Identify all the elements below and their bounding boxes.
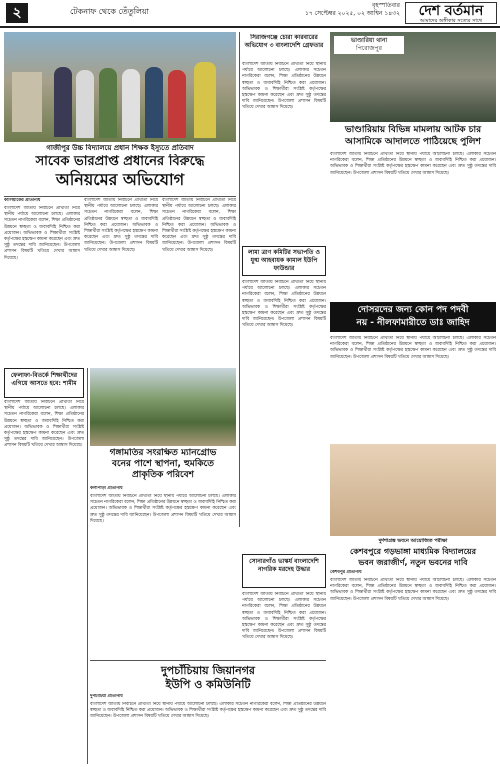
page-header [0, 0, 500, 28]
headline-teachers: ফেলাফা-বিতর্কে শিক্ষার্থীদের এগিয়ে আসতে হবে: শামীম [4, 368, 84, 398]
headline-principal [4, 154, 236, 190]
headline-union-rally [90, 664, 326, 692]
divider [87, 368, 88, 764]
headline-jahid [330, 302, 496, 332]
byline-mangrove: কলাপাড়া প্রতিনিধি [90, 486, 123, 491]
byline-school: কেশবপুর প্রতিনিধি [330, 570, 362, 575]
body-teachers: বাংলাদেশ জাতীয় নির্বাচনে প্রার্থীতা নিয়ে স্থানীয় পর্যায়ে আলোচনা চলছে। এলাকার সচেতন নাগরিকেরা বলেন, শিক্ষা প্রতিষ্ঠানের উন্নয়নে স্বচ্ছতা ও জবাবদিহি নিশ্চিত করা প্রয়োজন। অভিভাবক ও শিক্ষার্থীরা সংশ্লিষ্ট কর্তৃপক্ষের হস্তক্ষেপ কামনা করেছেন এবং দ্রুত সুষ্ঠু তদন্তের দাবি জানিয়েছেন। উপজেলা প্রশাসন বিষয়টি খতিয়ে দেখার আশ্বাস দিয়েছে। [4, 400, 84, 449]
date-line: বৃহস্পতিবার ১৭ সেপ্টেম্বর ২০২৫, ০২ আশ্বিন ১৪৩২ [304, 2, 400, 17]
police-badge [334, 36, 404, 54]
headline-mangrove-line2: বনের পাশে স্থাপনা, হুমকিতে [111, 459, 215, 469]
brand-tagline: আমাদের অঙ্গীকার সত্যের সাথে [419, 18, 483, 24]
headline-sirajganj: সিরাজগঞ্জে চোরা কারবারের অভিযোগ ৩ বাংলাদেশি গ্রেফতার [244, 34, 324, 49]
body-police: বাংলাদেশ জাতীয় নির্বাচনে প্রার্থীতা নিয়ে স্থানীয় পর্যায়ে আলোচনা চলছে। এলাকার সচেতন নাগরিকেরা বলেন, শিক্ষা প্রতিষ্ঠানের উন্নয়নে স্বচ্ছতা ও জবাবদিহি নিশ্চিত করা প্রয়োজন। অভিভাবক ও শিক্ষার্থীরা সংশ্লিষ্ট কর্তৃপক্ষের হস্তক্ষেপ কামনা করেছেন এবং দ্রুত সুষ্ঠু তদন্তের দাবি জানিয়েছেন। উপজেলা প্রশাসন বিষয়টি খতিয়ে দেখার আশ্বাস দিয়েছে। [330, 152, 496, 176]
body-principal-col3: বাংলাদেশ জাতীয় নির্বাচনে প্রার্থীতা নিয়ে স্থানীয় পর্যায়ে আলোচনা চলছে। এলাকার সচেতন নাগরিকেরা বলেন, শিক্ষা প্রতিষ্ঠানের উন্নয়নে স্বচ্ছতা ও জবাবদিহি নিশ্চিত করা প্রয়োজন। অভিভাবক ও শিক্ষার্থীরা সংশ্লিষ্ট কর্তৃপক্ষের হস্তক্ষেপ কামনা করেছেন এবং দ্রুত সুষ্ঠু তদন্তের দাবি জানিয়েছেন। উপজেলা প্রশাসন বিষয়টি খতিয়ে দেখার আশ্বাস দিয়েছে। [162, 198, 236, 253]
body-union: বাংলাদেশ জাতীয় নির্বাচনে প্রার্থীতা নিয়ে স্থানীয় পর্যায়ে আলোচনা চলছে। এলাকার সচেতন নাগরিকেরা বলেন, শিক্ষা প্রতিষ্ঠানের উন্নয়নে স্বচ্ছতা ও জবাবদিহি নিশ্চিত করা প্রয়োজন। অভিভাবক ও শিক্ষার্থীরা সংশ্লিষ্ট কর্তৃপক্ষের হস্তক্ষেপ কামনা করেছেন এবং দ্রুত সুষ্ঠু তদন্তের দাবি জানিয়েছেন। উপজেলা প্রশাসন বিষয়টি খতিয়ে দেখার আশ্বাস দিয়েছে। [242, 280, 326, 329]
photo-caption-school: দুর্দশাগ্রস্ত ভবনে আয়োজিত পরীক্ষা [378, 538, 448, 544]
headline-union-rally-line1: দুপচাঁচিয়ায় জিয়ানগর [161, 664, 255, 677]
story-photo-police [330, 32, 496, 122]
headline-jahid-line1: দোসরদের জন্য কোন পদ পদবী [357, 305, 469, 315]
police-badge-sub: পিরোজপুর [356, 45, 382, 52]
headline-jahid-line2: নয় - নীলফামারীতে ডাঃ জাহিদ [356, 318, 470, 328]
police-badge-title: ভাণ্ডারিয়া থানা [350, 37, 388, 44]
byline-principal: কালিয়াকৈর প্রতিনিধি [4, 198, 41, 203]
tagline: টেকনাফ থেকে তেঁতুলিয়া [70, 7, 150, 16]
story-photo-jahid [330, 444, 496, 536]
story-photo-mangrove [90, 368, 236, 446]
headline-school-line1: কেশবপুরে গড়ভাঙ্গা মাধ্যমিক বিদ্যালয়ের [349, 547, 477, 556]
body-principal-col2: বাংলাদেশ জাতীয় নির্বাচনে প্রার্থীতা নিয়ে স্থানীয় পর্যায়ে আলোচনা চলছে। এলাকার সচেতন নাগরিকেরা বলেন, শিক্ষা প্রতিষ্ঠানের উন্নয়নে স্বচ্ছতা ও জবাবদিহি নিশ্চিত করা প্রয়োজন। অভিভাবক ও শিক্ষার্থীরা সংশ্লিষ্ট কর্তৃপক্ষের হস্তক্ষেপ কামনা করেছেন এবং দ্রুত সুষ্ঠু তদন্তের দাবি জানিয়েছেন। উপজেলা প্রশাসন বিষয়টি খতিয়ে দেখার আশ্বাস দিয়েছে। [84, 198, 158, 253]
headline-principal-line1: সাবেক ভারপ্রাপ্ত প্রধানের বিরুদ্ধে [35, 154, 205, 169]
headline-school-line2: ভবন জরাজীর্ণ, নতুন ভবনের দাবি [358, 558, 468, 567]
photo-caption-principal: গাজীপুর উচ্চ বিদ্যালয়ে প্রধান শিক্ষক ইস্যুতে প্রতিবাদ [46, 144, 194, 152]
story-photo-principal [4, 32, 236, 142]
headline-school [330, 546, 496, 568]
body-mangrove: বাংলাদেশ জাতীয় নির্বাচনে প্রার্থীতা নিয়ে স্থানীয় পর্যায়ে আলোচনা চলছে। এলাকার সচেতন নাগরিকেরা বলেন, শিক্ষা প্রতিষ্ঠানের উন্নয়নে স্বচ্ছতা ও জবাবদিহি নিশ্চিত করা প্রয়োজন। অভিভাবক ও শিক্ষার্থীরা সংশ্লিষ্ট কর্তৃপক্ষের হস্তক্ষেপ কামনা করেছেন এবং দ্রুত সুষ্ঠু তদন্তের দাবি জানিয়েছেন। উপজেলা প্রশাসন বিষয়টি খতিয়ে দেখার আশ্বাস দিয়েছে। [90, 494, 236, 524]
headline-mangrove [90, 448, 236, 481]
divider [4, 196, 236, 197]
body-union-rally: বাংলাদেশ জাতীয় নির্বাচনে প্রার্থীতা নিয়ে স্থানীয় পর্যায়ে আলোচনা চলছে। এলাকার সচেতন নাগরিকেরা বলেন, শিক্ষা প্রতিষ্ঠানের উন্নয়নে স্বচ্ছতা ও জবাবদিহি নিশ্চিত করা প্রয়োজন। অভিভাবক ও শিক্ষার্থীরা সংশ্লিষ্ট কর্তৃপক্ষের হস্তক্ষেপ কামনা করেছেন এবং দ্রুত সুষ্ঠু তদন্তের দাবি জানিয়েছেন। উপজেলা প্রশাসন বিষয়টি খতিয়ে দেখার আশ্বাস দিয়েছে। [90, 702, 326, 720]
headline-sonargaon: সোনারগাঁও ভাস্কর্য বাংলাদেশি নাগরিক মরদেহ উদ্ধার [242, 554, 326, 588]
headline-police-line1: ভাণ্ডারিয়ায় বিভিন্ন মামলায় আটক চার [344, 125, 482, 135]
headline-police [330, 124, 496, 148]
page-number: ২ [6, 3, 28, 23]
byline-union-rally: দুপচাঁচিয়া প্রতিনিধি [90, 694, 123, 699]
body-sirajganj: বাংলাদেশ জাতীয় নির্বাচনে প্রার্থীতা নিয়ে স্থানীয় পর্যায়ে আলোচনা চলছে। এলাকার সচেতন নাগরিকেরা বলেন, শিক্ষা প্রতিষ্ঠানের উন্নয়নে স্বচ্ছতা ও জবাবদিহি নিশ্চিত করা প্রয়োজন। অভিভাবক ও শিক্ষার্থীরা সংশ্লিষ্ট কর্তৃপক্ষের হস্তক্ষেপ কামনা করেছেন এবং দ্রুত সুষ্ঠু তদন্তের দাবি জানিয়েছেন। উপজেলা প্রশাসন বিষয়টি খতিয়ে দেখার আশ্বাস দিয়েছে। [242, 62, 326, 111]
body-jahid: বাংলাদেশ জাতীয় নির্বাচনে প্রার্থীতা নিয়ে স্থানীয় পর্যায়ে আলোচনা চলছে। এলাকার সচেতন নাগরিকেরা বলেন, শিক্ষা প্রতিষ্ঠানের উন্নয়নে স্বচ্ছতা ও জবাবদিহি নিশ্চিত করা প্রয়োজন। অভিভাবক ও শিক্ষার্থীরা সংশ্লিষ্ট কর্তৃপক্ষের হস্তক্ষেপ কামনা করেছেন এবং দ্রুত সুষ্ঠু তদন্তের দাবি জানিয়েছেন। উপজেলা প্রশাসন বিষয়টি খতিয়ে দেখার আশ্বাস দিয়েছে। [330, 336, 496, 360]
headline-union: লামা ত্রাণ কমিটির সভাপতি ও যুগ্ম আহবায়ক কামাল ইউপি ফাউন্ডার [242, 246, 326, 276]
divider [90, 660, 326, 661]
headline-principal-line2: অনিয়মের অভিযোগ [55, 170, 185, 189]
body-principal-col1: বাংলাদেশ জাতীয় নির্বাচনে প্রার্থীতা নিয়ে স্থানীয় পর্যায়ে আলোচনা চলছে। এলাকার সচেতন নাগরিকেরা বলেন, শিক্ষা প্রতিষ্ঠানের উন্নয়নে স্বচ্ছতা ও জবাবদিহি নিশ্চিত করা প্রয়োজন। অভিভাবক ও শিক্ষার্থীরা সংশ্লিষ্ট কর্তৃপক্ষের হস্তক্ষেপ কামনা করেছেন এবং দ্রুত সুষ্ঠু তদন্তের দাবি জানিয়েছেন। উপজেলা প্রশাসন বিষয়টি খতিয়ে দেখার আশ্বাস দিয়েছে। [4, 206, 80, 261]
divider [239, 32, 240, 527]
brand-name: দেশ বর্তমান [418, 3, 484, 19]
headline-mangrove-line3: প্রাকৃতিক পরিবেশ [132, 470, 194, 480]
headline-police-line2: আসামিকে আদালতে পাঠিয়েছে পুলিশ [345, 137, 481, 147]
headline-union-rally-line2: ইউপি ও কমিউনিটি [165, 678, 251, 691]
body-school: বাংলাদেশ জাতীয় নির্বাচনে প্রার্থীতা নিয়ে স্থানীয় পর্যায়ে আলোচনা চলছে। এলাকার সচেতন নাগরিকেরা বলেন, শিক্ষা প্রতিষ্ঠানের উন্নয়নে স্বচ্ছতা ও জবাবদিহি নিশ্চিত করা প্রয়োজন। অভিভাবক ও শিক্ষার্থীরা সংশ্লিষ্ট কর্তৃপক্ষের হস্তক্ষেপ কামনা করেছেন এবং দ্রুত সুষ্ঠু তদন্তের দাবি জানিয়েছেন। উপজেলা প্রশাসন বিষয়টি খতিয়ে দেখার আশ্বাস দিয়েছে। [330, 578, 496, 602]
masthead-logo [405, 2, 497, 24]
headline-mangrove-line1: গঙ্গামতির সংরক্ষিত ম্যানগ্রোভ [109, 448, 217, 458]
body-sonargaon: বাংলাদেশ জাতীয় নির্বাচনে প্রার্থীতা নিয়ে স্থানীয় পর্যায়ে আলোচনা চলছে। এলাকার সচেতন নাগরিকেরা বলেন, শিক্ষা প্রতিষ্ঠানের উন্নয়নে স্বচ্ছতা ও জবাবদিহি নিশ্চিত করা প্রয়োজন। অভিভাবক ও শিক্ষার্থীরা সংশ্লিষ্ট কর্তৃপক্ষের হস্তক্ষেপ কামনা করেছেন এবং দ্রুত সুষ্ঠু তদন্তের দাবি জানিয়েছেন। উপজেলা প্রশাসন বিষয়টি খতিয়ে দেখার আশ্বাস দিয়েছে। [242, 592, 326, 641]
